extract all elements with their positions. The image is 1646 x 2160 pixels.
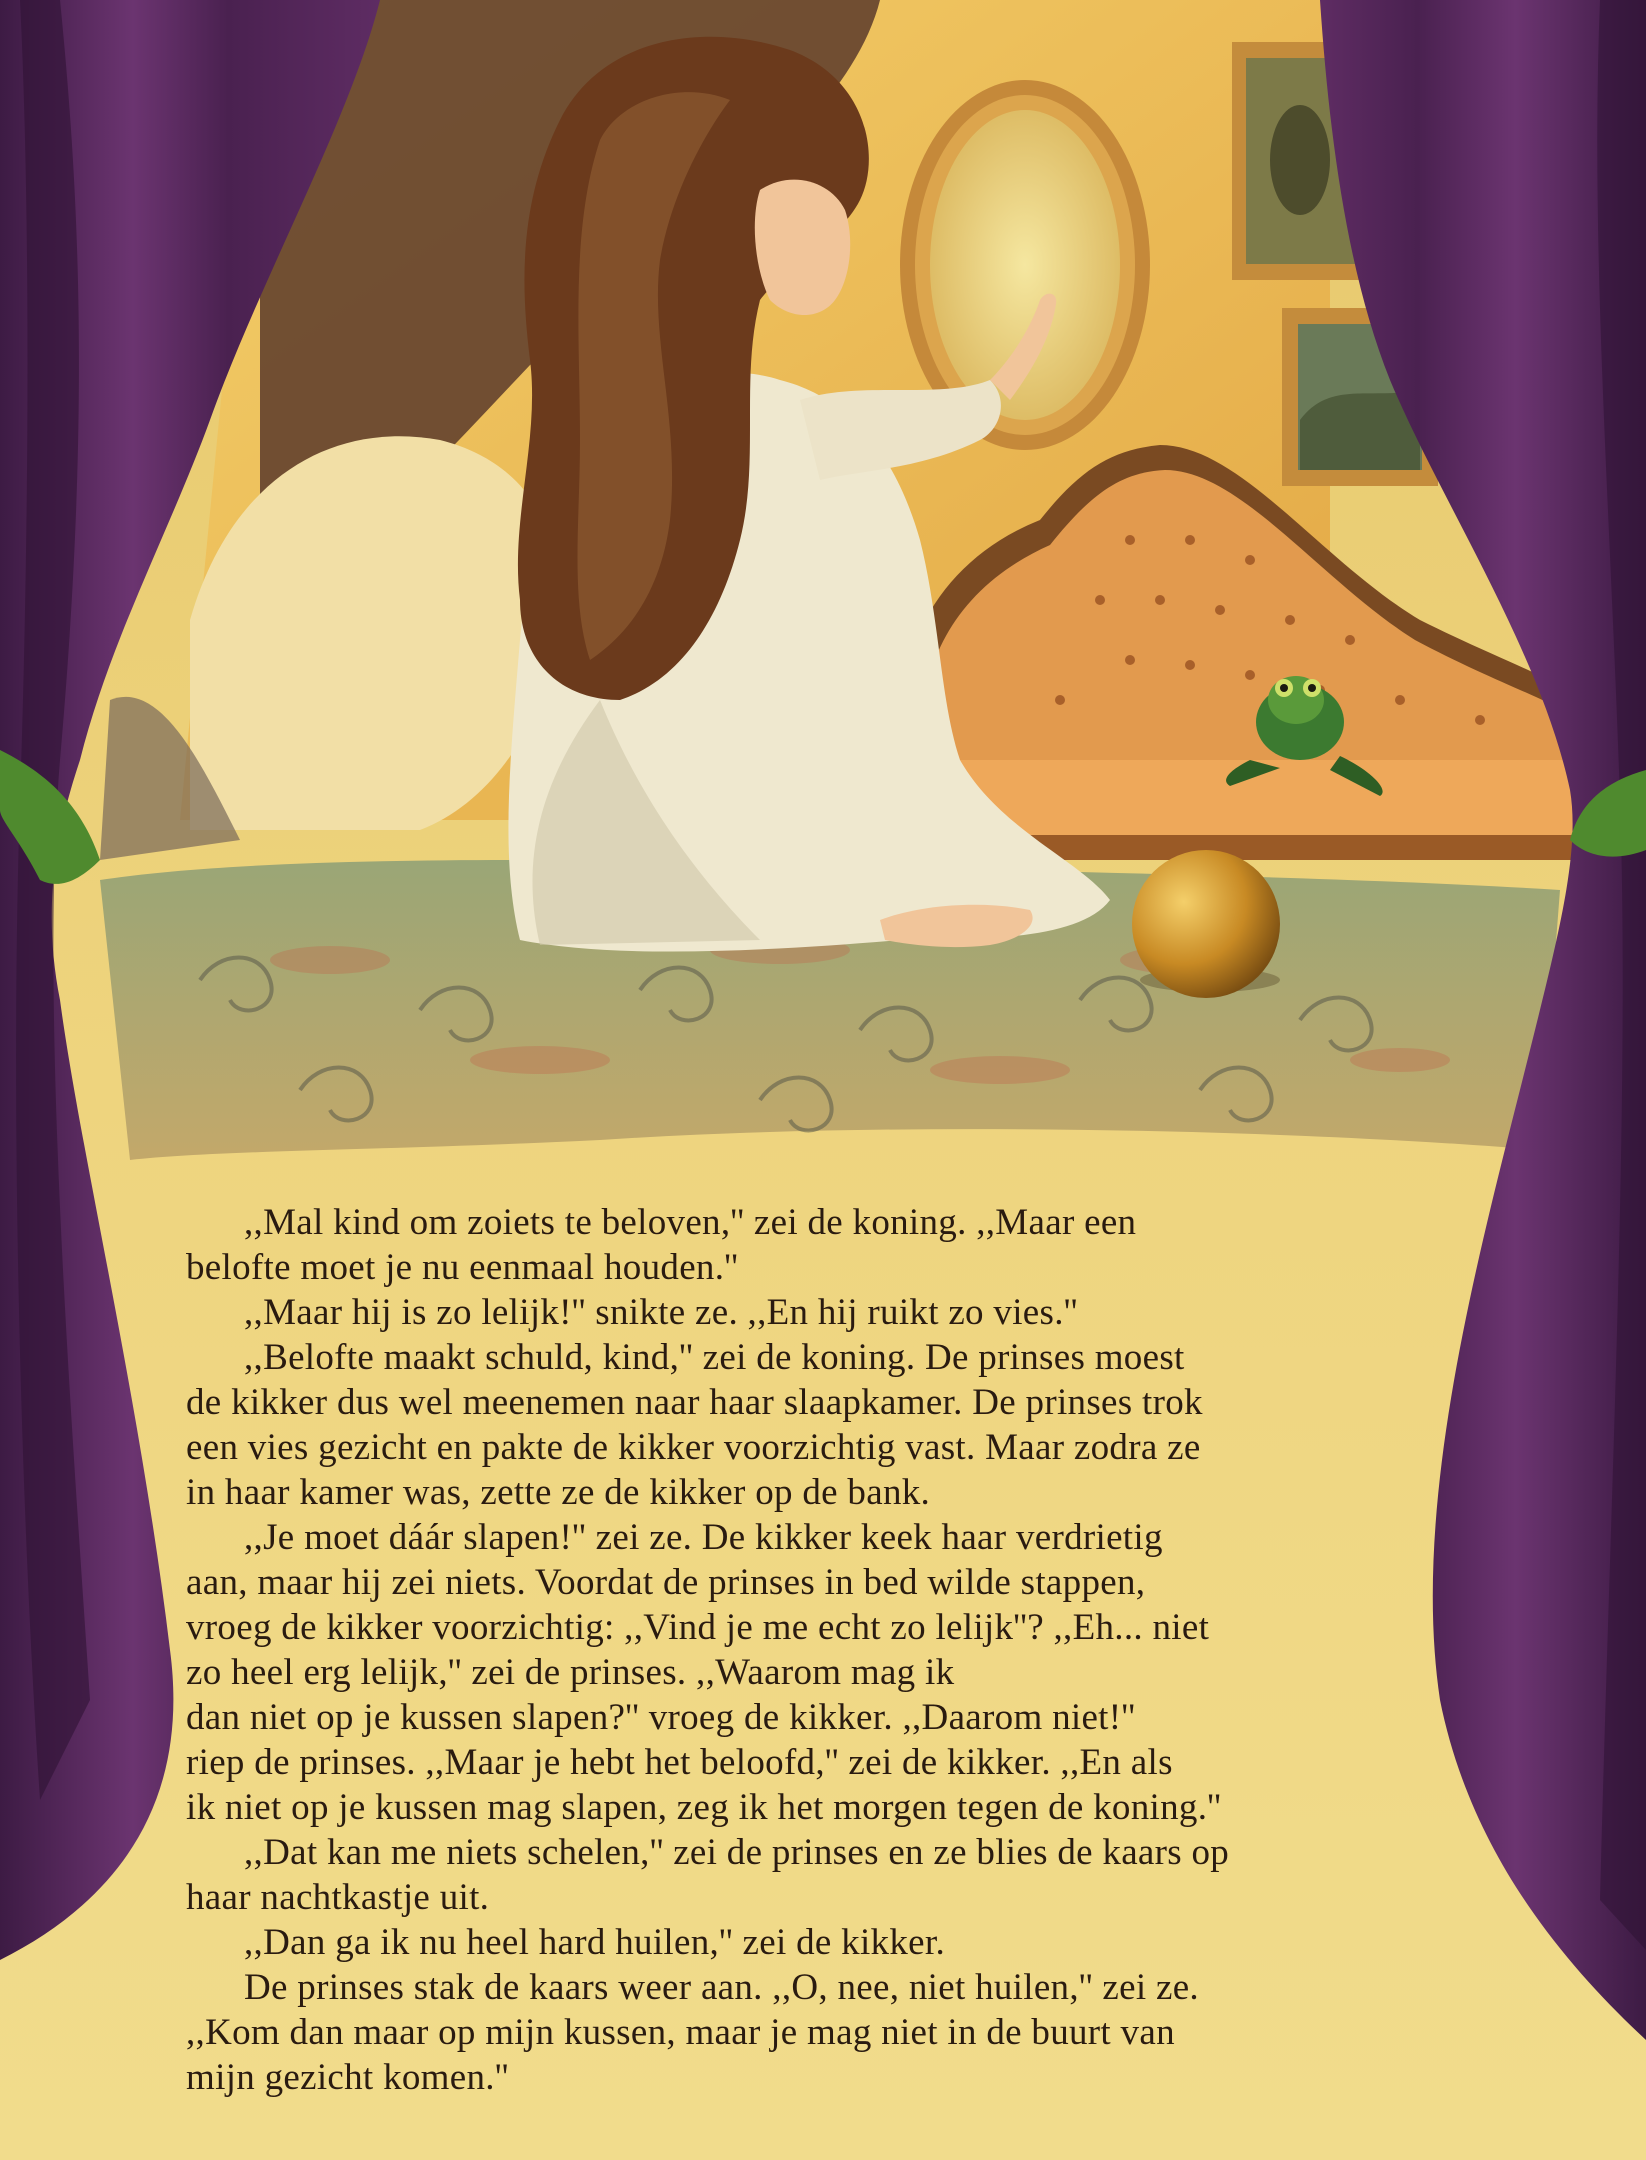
story-line: de kikker dus wel meenemen naar haar slaapkamer. De prinses trok <box>186 1382 1203 1423</box>
story-line: mijn gezicht komen.'' <box>186 2057 509 2098</box>
story-line: dan niet op je kussen slapen?'' vroeg de kikker. ,,Daarom niet!'' <box>186 1697 1136 1738</box>
story-line: haar nachtkastje uit. <box>186 1877 490 1918</box>
story-line: ,,Je moet dáár slapen!'' zei ze. De kikker keek haar verdrietig <box>244 1517 1163 1558</box>
story-line: aan, maar hij zei niets. Voordat de prinses in bed wilde stappen, <box>186 1562 1146 1603</box>
story-line: ,,Mal kind om zoiets te beloven,'' zei de koning. ,,Maar een <box>244 1202 1137 1243</box>
story-line: ,,Maar hij is zo lelijk!'' snikte ze. ,,En hij ruikt zo vies.'' <box>244 1292 1078 1333</box>
story-line: ,,Belofte maakt schuld, kind,'' zei de koning. De prinses moest <box>244 1337 1185 1378</box>
story-line: belofte moet je nu eenmaal houden.'' <box>186 1247 739 1288</box>
golden-ball <box>1132 850 1280 998</box>
story-line: een vies gezicht en pakte de kikker voorzichtig vast. Maar zodra ze <box>186 1427 1201 1468</box>
story-line: zo heel erg lelijk,'' zei de prinses. ,,Waarom mag ik <box>186 1652 955 1693</box>
story-line: in haar kamer was, zette ze de kikker op de bank. <box>186 1472 931 1513</box>
story-line: vroeg de kikker voorzichtig: ,,Vind je me echt zo lelijk''? ,,Eh... niet <box>186 1607 1210 1648</box>
story-line: ,,Dan ga ik nu heel hard huilen,'' zei de kikker. <box>244 1922 946 1963</box>
story-line: De prinses stak de kaars weer aan. ,,O, nee, niet huilen,'' zei ze. <box>244 1967 1199 2008</box>
story-line: riep de prinses. ,,Maar je hebt het beloofd,'' zei de kikker. ,,En als <box>186 1742 1173 1783</box>
story-text <box>186 1200 1406 2100</box>
story-line: ik niet op je kussen mag slapen, zeg ik het morgen tegen de koning.'' <box>186 1787 1222 1828</box>
story-line: ,,Dat kan me niets schelen,'' zei de prinses en ze blies de kaars op <box>244 1832 1230 1873</box>
story-line: ,,Kom dan maar op mijn kussen, maar je mag niet in de buurt van <box>186 2012 1175 2053</box>
